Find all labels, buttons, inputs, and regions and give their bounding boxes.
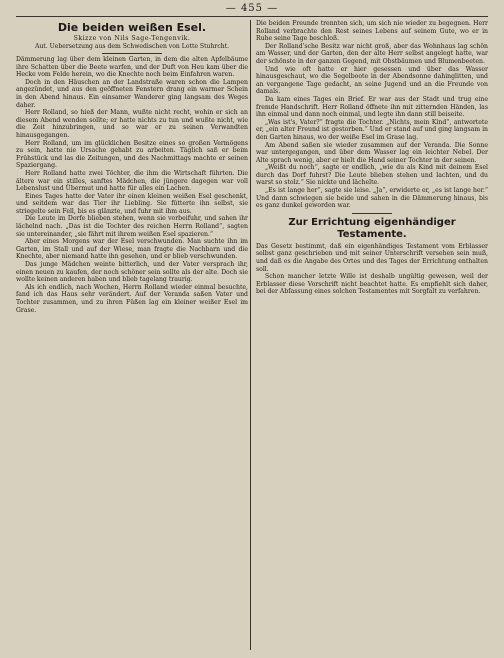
section-paragraph: Das Gesetz bestimmt, daß ein eigenhändiges Testament vom Erblasser selbst ganz geschrieben und mit seiner Unterschrift versehen sein muß, und daß es die Angabe des Ortes und des Tages der Errichtung enthalten soll. bbox=[256, 242, 488, 273]
story-paragraph: Die beiden Freunde trennten sich, um sich nie wieder zu begegnen. Herr Rolland verbrachte den Rest seines Lebens auf seinem Gute, wo er in Ruhe seine Tage beschloß. bbox=[256, 20, 488, 43]
story-paragraph: Der Rolland'sche Besitz war nicht groß, aber das Wohnhaus lag schön am Wasser, und der Garten, den der alte Herr selbst angelegt hatte, war der schönste in der ganzen Gegend, mit Obstbäumen und Blumenbeeten. bbox=[256, 42, 488, 65]
story-paragraph: Herr Rolland, um im glücklichen Besitze eines so großen Vermögens zu sein, hatte nie Ursache gehabt zu arbeiten. Täglich saß er beim Frühstück und las die Zeitungen, und des Nachmittags machte er seinen Spaziergang. bbox=[16, 139, 248, 170]
story-paragraph: Herr Rolland, so hieß der Mann, wußte nicht recht, wohin er sich an diesem Abend wenden sollte; er hatte nichts zu tun und wußte nicht, wie die Zeit hinzubringen, und so war er zu seinen Verwandten hinausgegangen. bbox=[16, 109, 248, 139]
story-paragraph: Am Abend saßen sie wieder zusammen auf der Veranda. Die Sonne war untergegangen, und über dem Wasser lag ein leichter Nebel. Der Alte sprach wenig, aber er hielt die Hand seiner Tochter in der seinen. bbox=[256, 141, 488, 164]
story-paragraph: „Es ist lange her“, sagte sie leise. „Ja“, erwiderte er, „es ist lange her.“ Und dann schwiegen sie beide und sahen in die Dämmerung hinaus, bis es ganz dunkel geworden war. bbox=[256, 187, 488, 210]
story-paragraph: „Was ist's, Vater?“ fragte die Tochter. „Nichts, mein Kind“, antwortete er, „ein alter Freund ist gestorben.“ Und er stand auf und ging langsam in den Garten hinaus, wo der weiße Esel im Grase lag. bbox=[256, 118, 488, 141]
story-paragraph: Aber eines Morgens war der Esel verschwunden. Man suchte ihn im Garten, im Stall und auf der Wiese, man fragte die Nachbarn und die Knechte, aber niemand hatte ihn gesehen, und er blieb verschwunden. bbox=[16, 238, 248, 261]
story-paragraph: Herr Rolland hatte zwei Töchter, die ihm die Wirtschaft führten. Die ältere war ein stilles, sanftes Mädchen, die jüngere dagegen war voll Lebenslust und Übermut und hatte für alles ein Lachen. bbox=[16, 169, 248, 193]
right-column bbox=[256, 20, 488, 650]
story-paragraph: Und wie oft hatte er hier gesessen und über das Wasser hinausgeschaut, wo die Segelboote in der Abendsonne dahinglitten, und an vergangene Tage gedacht, an seine Jugend und an die Freunde von damals. bbox=[256, 65, 488, 96]
story-paragraph: Doch in den Häuschen an der Landstraße waren schon die Lampen angezündet, und aus den geöffneten Fenstern drang ein warmer Schein in den Abend hinaus. Ein einsamer Wanderer ging langsam des Weges daher. bbox=[16, 78, 248, 109]
story-credit: Aut. Uebersetzung aus dem Schwedischen von Lotte Stuhrcht. bbox=[34, 43, 230, 50]
page-number: — 455 — bbox=[225, 3, 279, 14]
story-paragraph: „Weißt du noch“, sagte er endlich, „wie du als Kind mit deinem Esel durch das Dorf fuhrst? Die Leute blieben stehen und lachten, und du warst so stolz.“ Sie nickte und lächelte. bbox=[256, 164, 488, 187]
story-paragraph: Da kam eines Tages ein Brief. Er war aus der Stadt und trug eine fremde Handschrift. Herr Rolland öffnete ihn mit zitternden Händen, las ihn einmal und dann noch einmal, und legte ihn dann still beiseite. bbox=[256, 95, 488, 119]
section-divider bbox=[352, 213, 392, 214]
story-paragraph: Eines Tages hatte der Vater ihr einen kleinen weißen Esel geschenkt, und seitdem war das Tier ihr Liebling. Sie fütterte ihn selbst, sie striegelte sein Fell, bis es glänzte, und fuhr mit ihm aus. bbox=[16, 192, 248, 215]
header-rule bbox=[16, 16, 488, 17]
story-paragraph: Das junge Mädchen weinte bitterlich, und der Vater versprach ihr, einen neuen zu kaufen, der noch schöner sein sollte als der alte. Doch sie wollte keinen anderen haben und blieb tagelang traurig. bbox=[16, 261, 248, 284]
story-paragraph: Als ich endlich, nach Wochen, Herrn Rolland wieder einmal besuchte, fand ich das Haus sehr verändert. Auf der Veranda saßen Vater und Tochter zusammen, und zu ihren Füßen lag ein kleiner weißer Esel im Grase. bbox=[16, 283, 248, 314]
story-title: Die beiden weißen Esel. bbox=[57, 21, 207, 34]
title-divider bbox=[102, 53, 162, 54]
column-divider bbox=[250, 20, 251, 650]
section-paragraph: Schon mancher letzte Wille ist deshalb ungültig gewesen, weil der Erblasser diese Vorschrift nicht beachtet hatte. Es empfiehlt sich daher, bei der Abfassung eines solchen Testamentes mit Sorgfalt zu verfahren. bbox=[256, 273, 488, 296]
story-paragraph: Dämmerung lag über dem kleinen Garten, in dem die alten Apfelbäume ihre Schatten über die Beete warfen, und der Duft von Heu kam über die Hecke vom Felde herein, wo die Knechte noch beim Einfahren waren. bbox=[16, 56, 248, 79]
story-subtitle: Skizze von Nils Sage-Tengenvik. bbox=[73, 35, 191, 42]
story-paragraph: Die Leute im Dorfe blieben stehen, wenn sie vorbeifuhr, und sahen ihr lächelnd nach. „Das ist die Tochter des reichen Herrn Rolland“, sagten sie untereinander, „sie fährt mit ihrem weißen Esel spazieren.“ bbox=[16, 215, 248, 238]
left-column bbox=[16, 20, 248, 650]
section-title: Zur Errichtung eigenhändiger Testamente. bbox=[288, 216, 456, 240]
